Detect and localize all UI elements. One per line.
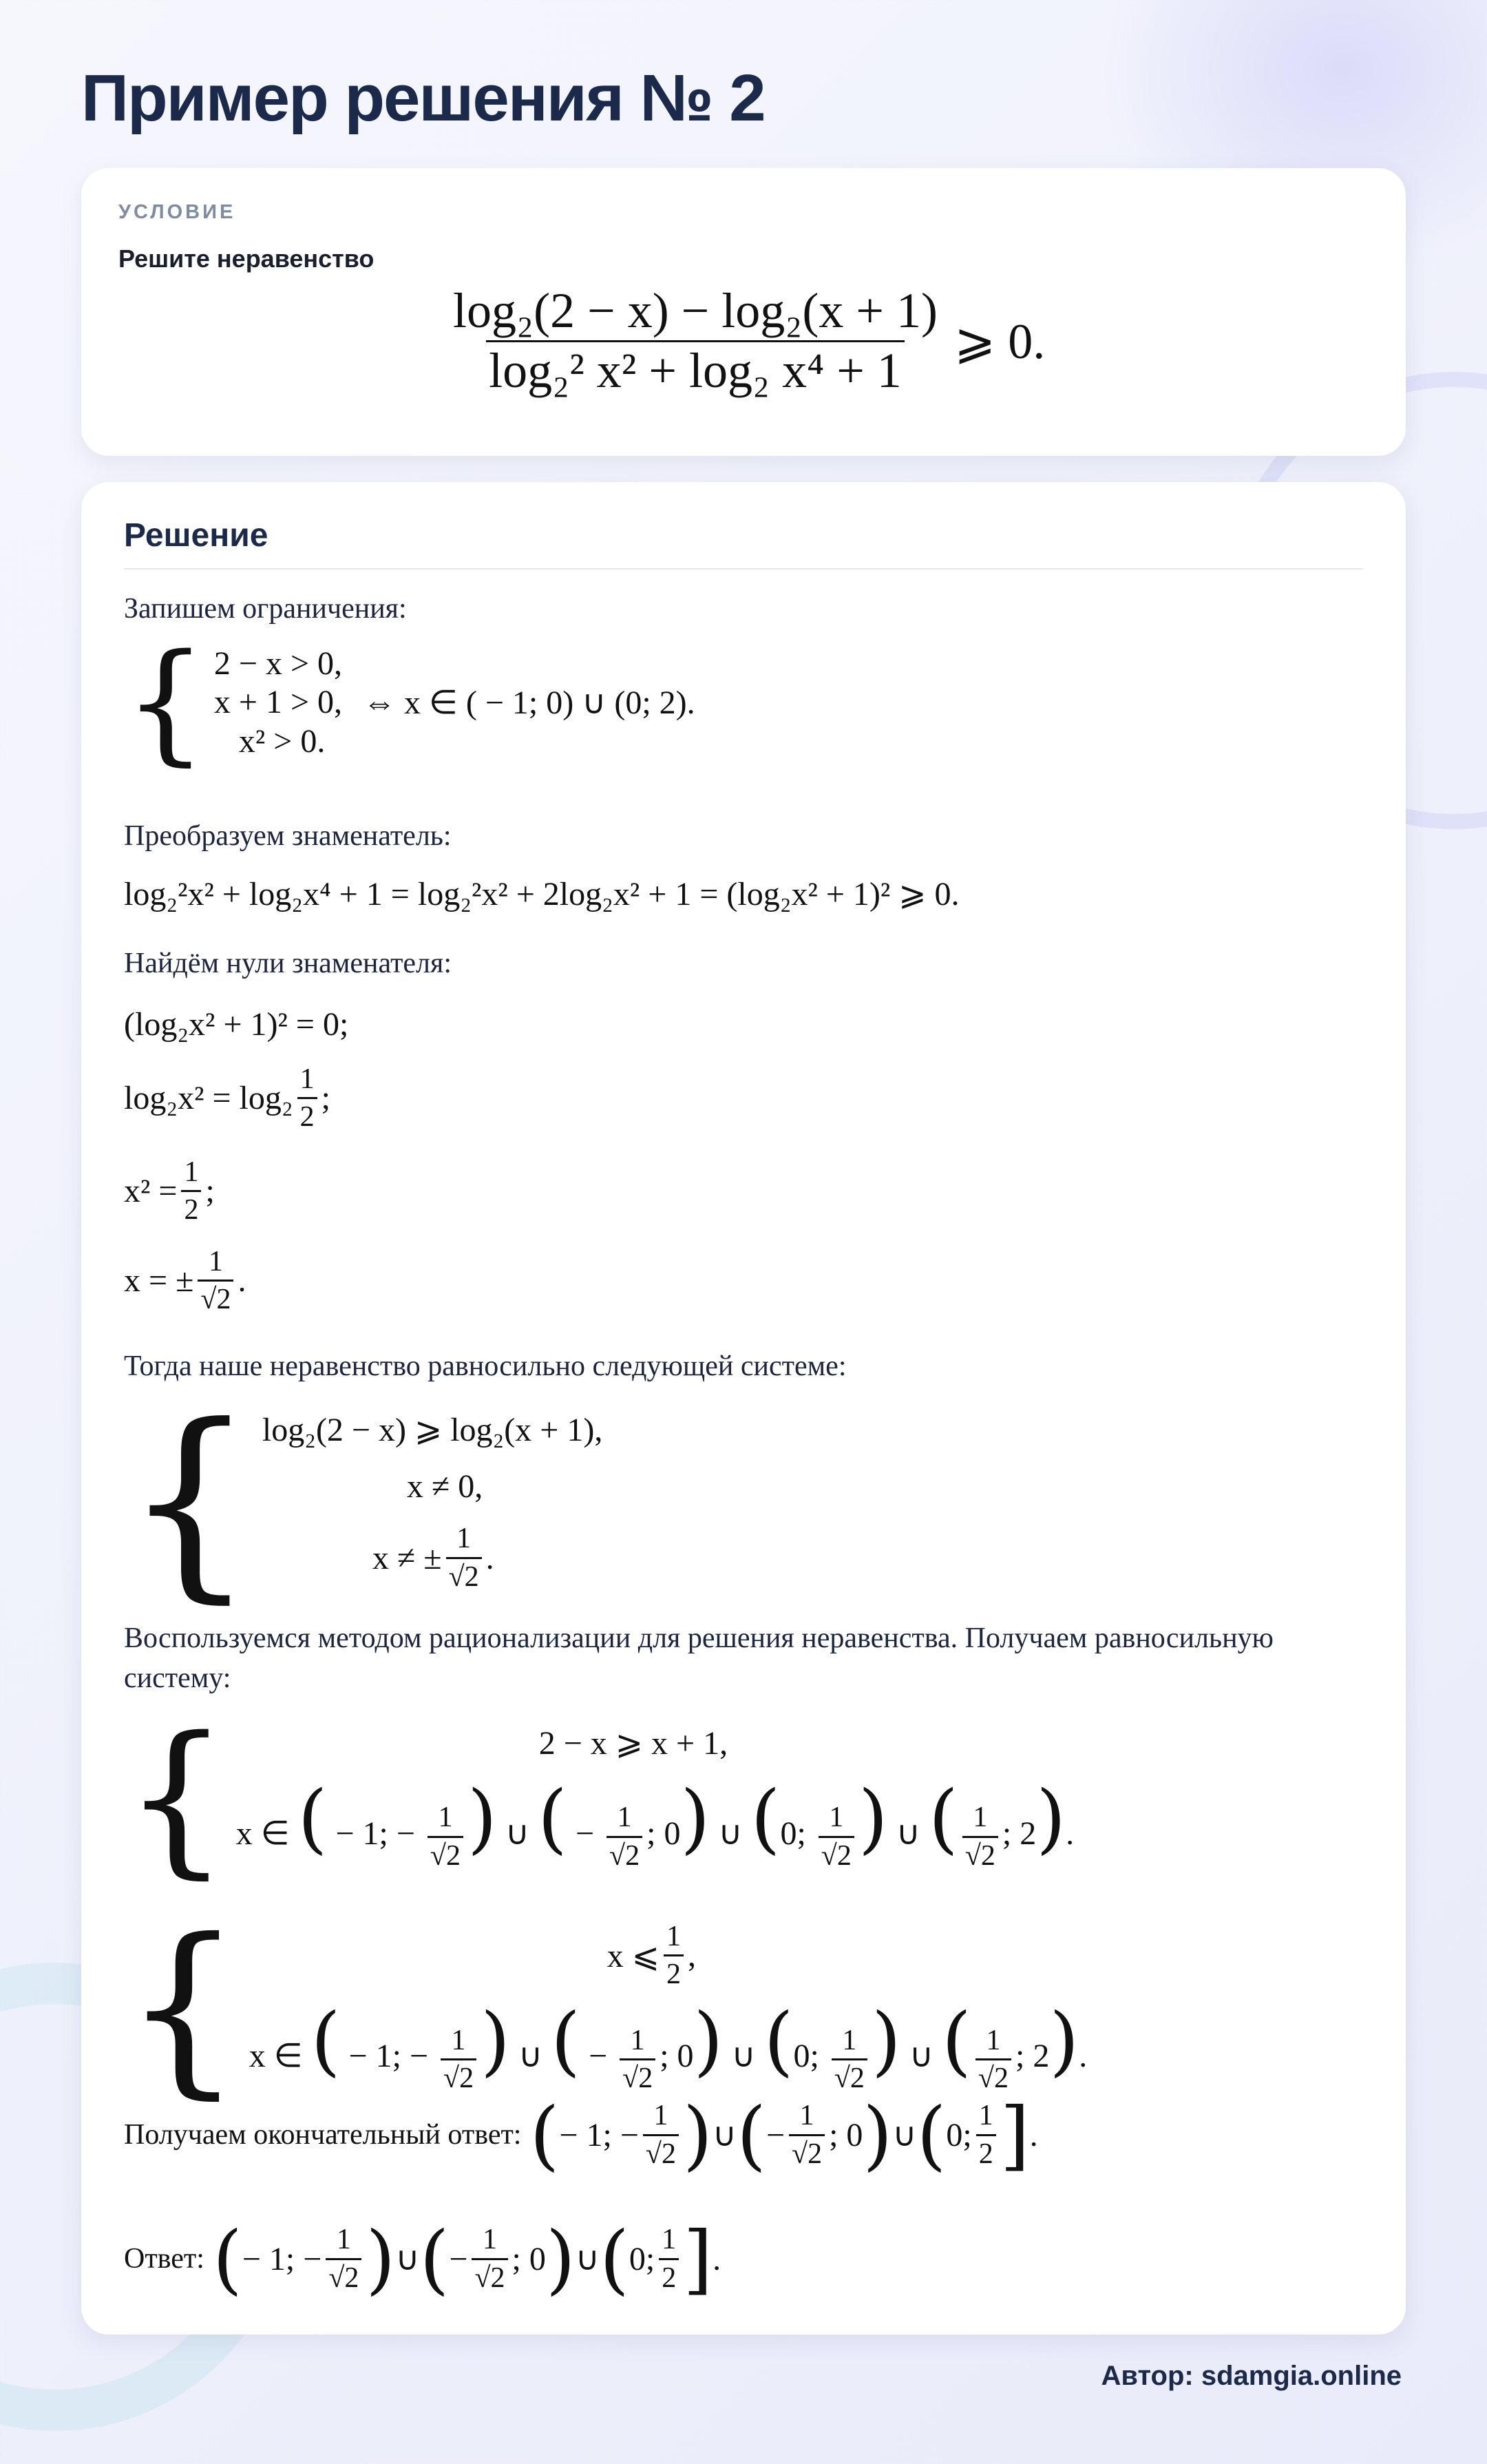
system-brace: {: [124, 1899, 242, 2116]
zero-equation-4: [124, 1246, 246, 1315]
system-line: [262, 1523, 602, 1591]
step-text: Тогда наше неравенство равносильно следующей системе:: [124, 1350, 847, 1382]
system-line: log₂(2 − x) ⩾ log₂(x + 1),: [262, 1412, 603, 1449]
system-brace: {: [124, 626, 207, 778]
step-text: Воспользуемся методом рационализации для решения неравенства. Получаем равносильную систему:: [124, 1622, 1274, 1694]
rationalized-system-1: [124, 1701, 1075, 1894]
system-line: x + 1 > 0,: [213, 684, 343, 721]
system-line: x ≠ 0,: [406, 1468, 483, 1505]
system-line: 2 − x ⩾ x + 1,: [538, 1725, 728, 1762]
system-brace: {: [124, 1381, 255, 1621]
step-text: Запишем ограничения:: [124, 593, 407, 625]
interval-union: x ∈ ( − 1; − $\frac{1}{√2}$ ) ∪ ( − $\frac{1}{√2}$ ; 0) ∪ (0; $\frac{1}{√2}$ ) ∪ ( $\frac{1}{√2}$ ; 2).: [249, 1996, 1088, 2094]
formula-rhs: ⩾ 0.: [953, 313, 1046, 369]
fraction-numerator: 1: [299, 1063, 315, 1095]
solution-card: [81, 482, 1406, 2335]
answer-line: Ответ: ( − 1; − $\frac{1}{√2}$ ) ∪ ( − $\frac{1}{√2}$ ; 0 ) ∪ ( 0; $\frac{1}{2}$ ] .: [124, 2215, 721, 2303]
zero-equation-1: (log₂x² + 1)² = 0;: [124, 1006, 349, 1043]
system-result: ⇔ x ∈ ( − 1; 0) ∪ (0; 2).: [363, 685, 695, 721]
fraction-numerator: 1: [208, 1246, 223, 1277]
system-line: x ⩽ $\frac{1}{2}$ ,: [607, 1921, 697, 1991]
author-credit: Автор: sdamgia.online: [1101, 2361, 1402, 2391]
zero-equation-2: [124, 1064, 330, 1132]
zero-equation-3: [124, 1157, 215, 1225]
interval-union: x ∈ ( − 1; − $\frac{1}{√2}$ ) ∪ ( − $\frac{1}{√2}$ ; 0) ∪ (0; $\frac{1}{√2}$ ) ∪ ( $\frac{1}{√2}$ ; 2).: [235, 1774, 1075, 1872]
system-line: x² > 0.: [238, 723, 326, 760]
solution-title: Решение: [124, 516, 1363, 570]
fraction-denominator: √2: [446, 1557, 482, 1592]
system-line-text: x ⩽: [607, 1937, 660, 1974]
equation-lhs: log₂x² = log₂: [124, 1080, 293, 1117]
system-line: 2 − x > 0,: [213, 645, 343, 682]
equation-lhs: x² =: [124, 1173, 178, 1210]
restrictions-system: [124, 626, 695, 778]
answer-label: Ответ:: [124, 2243, 204, 2275]
fraction-numerator: 1: [184, 1156, 199, 1188]
denominator-equation: log₂²x² + log₂x⁴ + 1 = log₂²x² + 2log₂x² + 1 = (log₂x² + 1)² ⩾ 0.: [124, 876, 960, 912]
rationalized-system-2: [124, 1899, 1088, 2116]
final-answer-line: Получаем окончательный ответ: ( − 1; − $\frac{1}{√2}$ ) ∪ ( − $\frac{1}{√2}$ ; 0 ) ∪ ( 0; $\frac{1}{2}$ ] .: [124, 2091, 1038, 2179]
fraction-denominator: 2: [181, 1190, 201, 1225]
fraction-numerator: 1: [456, 1523, 472, 1555]
condition-label: УСЛОВИЕ: [118, 201, 236, 223]
semicolon: ;: [205, 1173, 215, 1210]
inequality-system: [124, 1381, 603, 1621]
final-answer-text: Получаем окончательный ответ:: [124, 2119, 522, 2151]
formula-denominator: log₂² x² + log₂ x⁴ + 1: [486, 340, 905, 397]
system-brace: {: [124, 1701, 229, 1894]
equation-lhs: x = ±: [124, 1262, 194, 1299]
fraction-denominator: 2: [297, 1097, 317, 1132]
formula-numerator: log₂(2 − x) − log₂(x + 1): [453, 283, 938, 338]
fraction-denominator: √2: [198, 1280, 233, 1315]
semicolon: ;: [321, 1080, 330, 1117]
period: .: [485, 1539, 494, 1576]
step-text: Найдём нули знаменателя:: [124, 948, 452, 979]
step-text: Преобразуем знаменатель:: [124, 820, 452, 852]
condition-card: [81, 168, 1406, 456]
condition-text: Решите неравенство: [118, 244, 375, 273]
system-line-text: x ≠ ±: [372, 1539, 442, 1576]
period: .: [238, 1262, 246, 1299]
condition-formula: [446, 285, 1045, 397]
page-title: Пример решения № 2: [81, 61, 765, 135]
